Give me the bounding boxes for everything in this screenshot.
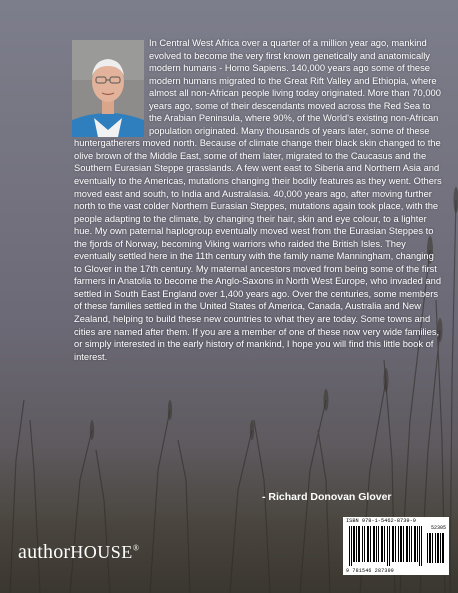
photo-spacer: [74, 37, 149, 137]
registered-mark: ®: [132, 543, 140, 553]
back-cover-blurb: [74, 37, 444, 363]
barcode-bars: [343, 517, 449, 575]
barcode-digits: 9 781546 287399: [346, 568, 395, 574]
publisher-prefix: author: [18, 541, 71, 563]
author-signature: - Richard Donovan Glover: [262, 491, 392, 503]
blurb-paragraph: In Central West Africa over a quarter of a million year ago, mankind evolved to become the very first known genetically and anatomically modern humans - Homo Sapiens. 140,000 years ago some of these modern humans migrated to the Great Rift Valley and Ethiopia, where almost all non-African people living today originated. More than 70,000 years ago, some of their descendants moved across the Red Sea to the Arabian Peninsula, where 90%, of the World's existing non-African population originated. Many thousands of years later, some of these huntergatherers moved north. Because of climate change their black skin changed to the olive brown of the Middle East, some of them later, migrated to the Caucasus and the Southern Eurasian Steppe grasslands. A few went east to Siberia and Northern Asia and eventually to the Americas, mutations changing their bodily features as they went. Others moved east and south, to India and Australasia. 40,000 years ago, after moving further north to the vast colder Northern Eurasian Steppes, mutations again took place, with the people adapting to the climate, by changing their hair, skin and eye colour, to a lighter hue. My own paternal haplogroup eventually moved west from the Eurasian Steppes to the fjords of Norway, becoming Viking warriors who raided the British Isles. They eventually settled here in the 11th century with the family name Manningham, changing to Glover in the 17th century. My maternal ancestors moved from being some of the first farmers in Anatolia to become the Anglo-Saxons in North West Europe, who invaded and settled in South East England over 1,400 years ago. Over the centuries, some members of these families settled in the United States of America, Canada, Australia and New Zealand, helping to build these new countries to what they are today. Some towns and cities are named after them. If you are a member of one of these now very wide families, or simply interested in the early history of mankind, I hope you will find this little book of interest.: [74, 38, 442, 362]
isbn-text: ISBN 978-1-5462-8739-9: [346, 518, 416, 524]
publisher-logo: [18, 541, 139, 564]
publisher-suffix: HOUSE: [70, 542, 133, 562]
price-code: 52305: [430, 525, 446, 531]
isbn-barcode: [343, 517, 449, 575]
